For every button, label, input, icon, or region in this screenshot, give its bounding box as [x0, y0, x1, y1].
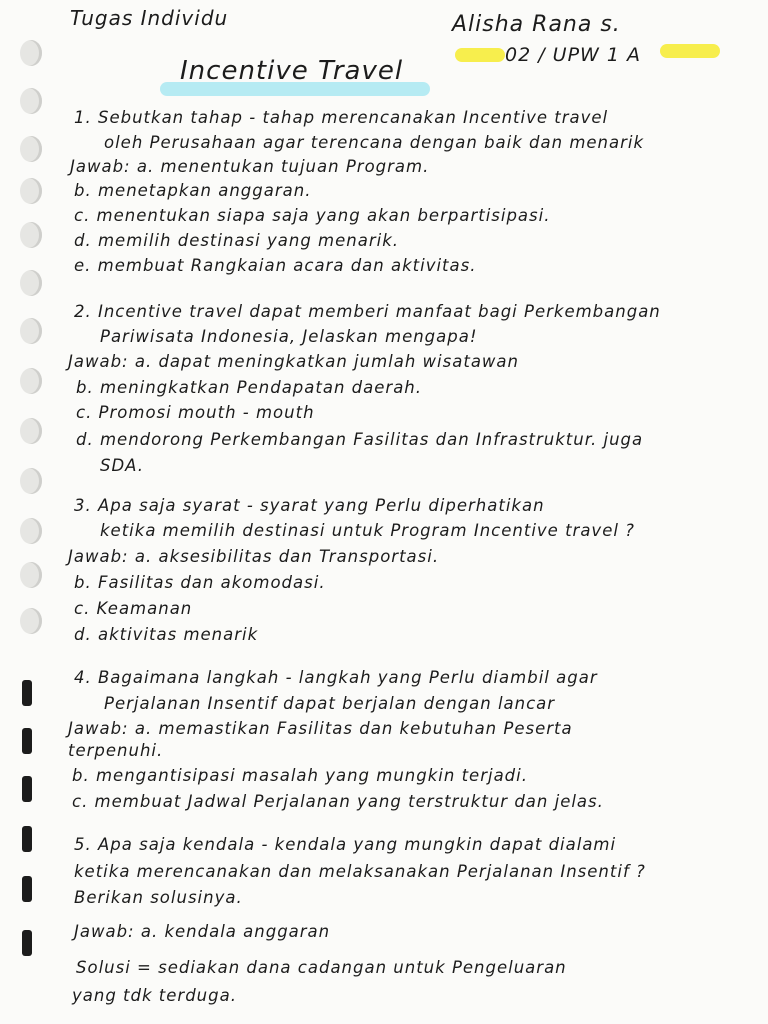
answer-1-d: d. memilih destinasi yang menarik. [74, 231, 399, 250]
page-title: Incentive Travel [180, 56, 404, 86]
binder-ring [22, 930, 32, 956]
binder-hole [20, 518, 42, 544]
question-5-line-3: Berikan solusinya. [74, 888, 243, 907]
answer-1-e: e. membuat Rangkaian acara dan aktivitas. [74, 256, 477, 275]
binder-hole [20, 88, 42, 114]
student-class-code: 02 / UPW 1 A [505, 44, 641, 66]
answer-4-a-cont: terpenuhi. [68, 741, 164, 760]
binder-hole [20, 136, 42, 162]
question-1-line-1: 1. Sebutkan tahap - tahap merencanakan Incentive travel [74, 108, 609, 127]
answer-3-a: Jawab: a. aksesibilitas dan Transportasi. [68, 547, 440, 566]
code-highlight-right [660, 44, 720, 58]
answer-1-a: Jawab: a. menentukan tujuan Program. [70, 157, 430, 176]
binder-ring [22, 826, 32, 852]
answer-3-d: d. aktivitas menarik [74, 625, 259, 644]
binder-ring [22, 728, 32, 754]
question-4-line-2: Perjalanan Insentif dapat berjalan dengan lancar [104, 694, 556, 713]
answer-4-a: Jawab: a. memastikan Fasilitas dan kebutuhan Peserta [68, 719, 573, 738]
question-2-line-1: 2. Incentive travel dapat memberi manfaat bagi Perkembangan [74, 302, 661, 321]
binder-ring [22, 876, 32, 902]
answer-3-c: c. Keamanan [74, 599, 193, 618]
binder-hole [20, 368, 42, 394]
code-highlight-left [455, 48, 505, 62]
answer-5-solution-cont: yang tdk terduga. [72, 986, 237, 1005]
answer-2-d: d. mendorong Perkembangan Fasilitas dan Infrastruktur. juga [76, 430, 644, 449]
answer-2-c: c. Promosi mouth - mouth [76, 403, 315, 422]
question-5-line-2: ketika merencanakan dan melaksanakan Perjalanan Insentif ? [74, 862, 646, 881]
question-5-line-1: 5. Apa saja kendala - kendala yang mungkin dapat dialami [74, 835, 617, 854]
question-3-line-1: 3. Apa saja syarat - syarat yang Perlu diperhatikan [74, 496, 545, 515]
student-name: Alisha Rana s. [452, 12, 621, 37]
question-3-line-2: ketika memilih destinasi untuk Program Incentive travel ? [100, 521, 635, 540]
question-4-line-1: 4. Bagaimana langkah - langkah yang Perlu diambil agar [74, 668, 598, 687]
answer-4-b: b. mengantisipasi masalah yang mungkin terjadi. [72, 766, 528, 785]
answer-1-c: c. menentukan siapa saja yang akan berpartisipasi. [74, 206, 551, 225]
assignment-label: Tugas Individu [70, 6, 229, 30]
answer-2-d-cont: SDA. [100, 456, 145, 475]
answer-5-a: Jawab: a. kendala anggaran [74, 922, 331, 941]
binder-hole [20, 608, 42, 634]
binder-rings [0, 0, 60, 1024]
binder-hole [20, 468, 42, 494]
binder-hole [20, 40, 42, 66]
binder-hole [20, 270, 42, 296]
answer-3-b: b. Fasilitas dan akomodasi. [74, 573, 326, 592]
question-1-line-2: oleh Perusahaan agar terencana dengan baik dan menarik [104, 133, 645, 152]
binder-hole [20, 562, 42, 588]
question-2-line-2: Pariwisata Indonesia, Jelaskan mengapa! [100, 327, 478, 346]
binder-hole [20, 178, 42, 204]
binder-ring [22, 680, 32, 706]
answer-2-b: b. meningkatkan Pendapatan daerah. [76, 378, 423, 397]
binder-hole [20, 318, 42, 344]
answer-2-a: Jawab: a. dapat meningkatkan jumlah wisatawan [68, 352, 519, 371]
answer-5-solution: Solusi = sediakan dana cadangan untuk Pengeluaran [76, 958, 567, 977]
answer-4-c: c. membuat Jadwal Perjalanan yang terstruktur dan jelas. [72, 792, 604, 811]
binder-hole [20, 418, 42, 444]
binder-hole [20, 222, 42, 248]
answer-1-b: b. menetapkan anggaran. [74, 181, 312, 200]
binder-ring [22, 776, 32, 802]
